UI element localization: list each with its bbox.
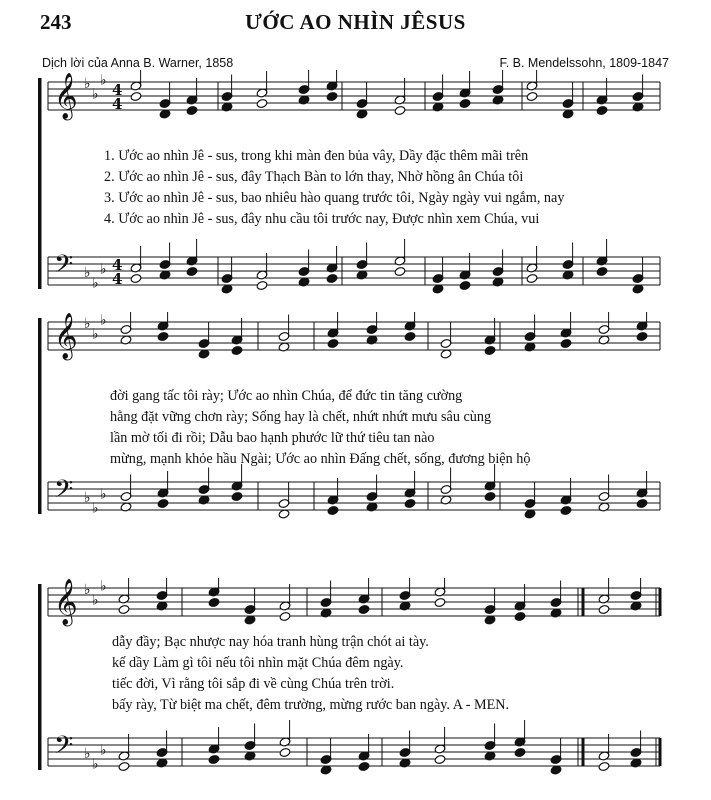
notehead [394, 105, 406, 115]
verse-4-line: mừng, mạnh khỏe hầu Ngài; Ước ao nhìn Đấng chết, sống, đương biện hộ [110, 451, 531, 467]
notehead [326, 91, 338, 101]
notehead [208, 597, 220, 607]
notehead [130, 273, 142, 283]
system-brace [38, 318, 42, 514]
notehead [484, 345, 496, 355]
notehead [394, 266, 406, 276]
flat-sign-icon: ♭ [92, 326, 99, 343]
notehead [157, 331, 169, 341]
notehead [231, 491, 243, 501]
time-sig-top: 4 [112, 256, 123, 274]
flat-sign-icon: ♭ [84, 76, 91, 92]
hymn-number: 243 [40, 10, 72, 34]
music-system-3 [0, 578, 711, 800]
flat-sign-icon: ♭ [100, 72, 107, 89]
notehead [459, 280, 471, 290]
notehead [596, 266, 608, 276]
notehead [598, 604, 610, 614]
notehead [404, 498, 416, 508]
verse-2-line: kế dầy Làm gì tôi nếu tôi nhìn mặt Chúa đêm ngày. [112, 655, 404, 671]
verse-2-line: 2. Ước ao nhìn Jê - sus, đây Thạch Bàn to lớn thay, Nhờ hồng ân Chúa tôi [104, 169, 524, 185]
flat-sign-icon: ♭ [84, 582, 91, 598]
notehead [526, 91, 538, 101]
flat-sign-icon: ♭ [100, 312, 107, 329]
notehead [636, 331, 648, 341]
time-sig-bottom: 4 [112, 270, 123, 288]
flat-sign-icon: ♭ [92, 500, 99, 517]
notehead [598, 761, 610, 771]
music-credit: F. B. Mendelssohn, 1809-1847 [499, 56, 669, 70]
verse-4-line: bấy rày, Từ biệt ma chết, đêm trường, mừng rước ban ngày. A - MEN. [112, 697, 510, 713]
notehead [358, 604, 370, 614]
flat-sign-icon: ♭ [84, 490, 91, 506]
notehead [326, 273, 338, 283]
notehead [526, 273, 538, 283]
notehead [118, 604, 130, 614]
notehead [404, 331, 416, 341]
notehead [157, 498, 169, 508]
bass-clef-icon: 𝄢 [54, 731, 74, 766]
music-system-2 [0, 312, 711, 522]
notehead [434, 754, 446, 764]
notehead [636, 498, 648, 508]
bass-clef-icon: 𝄢 [54, 250, 74, 285]
bass-clef-icon: 𝄢 [54, 475, 74, 510]
flat-sign-icon: ♭ [84, 265, 91, 281]
notehead [279, 611, 291, 621]
time-sig-top: 4 [112, 81, 123, 99]
treble-clef-icon: 𝄞 [54, 579, 78, 625]
flat-sign-icon: ♭ [92, 756, 99, 773]
system-brace [38, 584, 42, 770]
notehead [560, 338, 572, 348]
notehead [514, 747, 526, 757]
verse-4-line: 4. Ước ao nhìn Jê - sus, đây nhu cầu tôi trước nay, Được nhìn xem Chúa, vui [104, 211, 540, 227]
notehead [459, 98, 471, 108]
notehead [327, 338, 339, 348]
notehead [208, 754, 220, 764]
verse-3-line: 3. Ước ao nhìn Jê - sus, bao nhiêu hào quang trước tôi, Ngày ngày vui ngắm, nay [104, 190, 565, 206]
notehead [256, 280, 268, 290]
notehead [130, 91, 142, 101]
flat-sign-icon: ♭ [100, 261, 107, 278]
flat-sign-icon: ♭ [92, 592, 99, 609]
flat-sign-icon: ♭ [84, 746, 91, 762]
flat-sign-icon: ♭ [100, 578, 107, 595]
music-system-1 [0, 70, 711, 295]
notehead [186, 105, 198, 115]
time-sig-bottom: 4 [112, 95, 123, 113]
lyrics-credit: Dịch lời của Anna B. Warner, 1858 [42, 56, 234, 70]
verse-1-line: dẫy đầy; Bạc nhược nay hóa tranh hùng trận chót ai tày. [112, 634, 429, 650]
flat-sign-icon: ♭ [100, 742, 107, 759]
treble-clef-icon: 𝄞 [54, 313, 78, 359]
flat-sign-icon: ♭ [92, 275, 99, 292]
notehead [256, 98, 268, 108]
flat-sign-icon: ♭ [84, 316, 91, 332]
flat-sign-icon: ♭ [100, 486, 107, 503]
notehead [186, 266, 198, 276]
notehead [434, 597, 446, 607]
verse-3-line: lần mờ tối đi rồi; Dẫu bao hạnh phước lữ thứ tiêu tan nào [110, 430, 435, 446]
hymn-title: ƯỚC AO NHÌN JÊSUS [245, 10, 466, 34]
notehead [327, 505, 339, 515]
notehead [596, 105, 608, 115]
notehead [358, 761, 370, 771]
flat-sign-icon: ♭ [92, 86, 99, 103]
verse-1-line: 1. Ước ao nhìn Jê - sus, trong khi màn đen bủa vây, Dầy đặc thêm mãi trên [104, 148, 529, 164]
notehead [560, 505, 572, 515]
verse-3-line: tiếc đời, Vì rằng tôi sắp đi về cùng Chúa trên trời. [112, 676, 395, 692]
notehead [118, 761, 130, 771]
treble-clef-icon: 𝄞 [54, 73, 78, 119]
verse-1-line: đời gang tấc tôi rày; Ước ao nhìn Chúa, để đức tin tăng cường [110, 388, 463, 404]
notehead [514, 611, 526, 621]
verse-2-line: hằng đặt vững chơn rày; Sống hay là chết, nhứt nhứt mưu sâu cùng [110, 409, 492, 425]
notehead [279, 747, 291, 757]
system-brace [38, 78, 42, 289]
notehead [231, 345, 243, 355]
notehead [484, 491, 496, 501]
